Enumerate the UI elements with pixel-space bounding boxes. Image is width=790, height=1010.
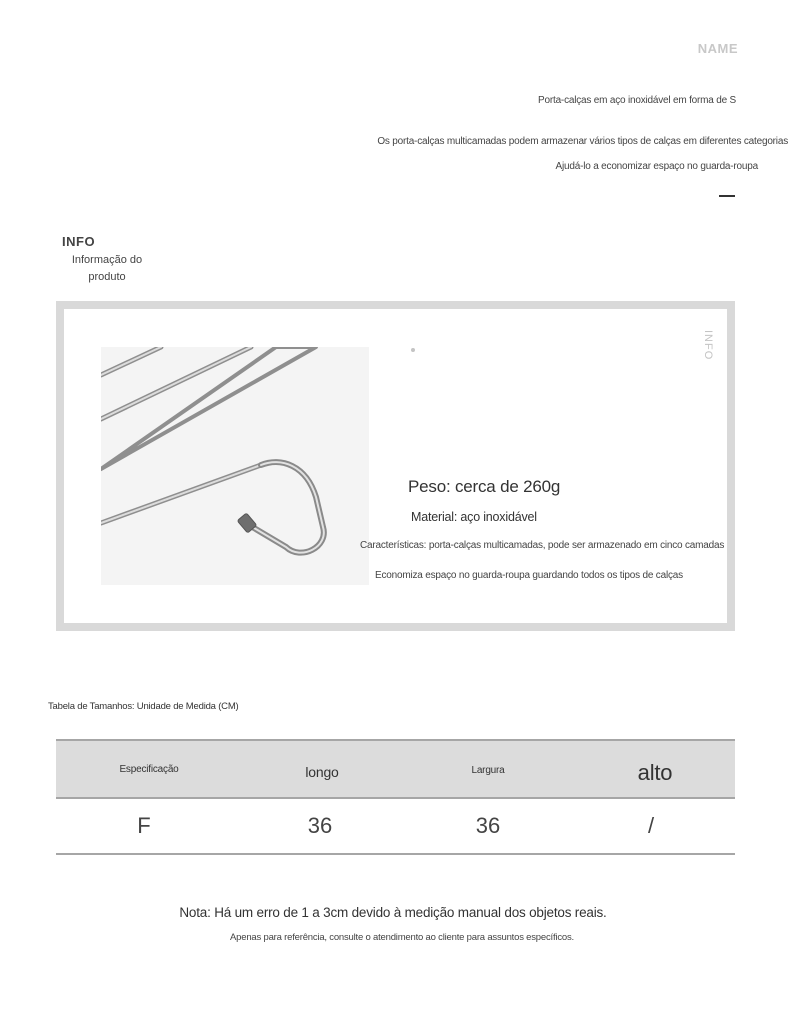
header-length: longo (305, 764, 339, 780)
size-table-caption: Tabela de Tamanhos: Unidade de Medida (CM) (48, 701, 239, 712)
size-table-header (56, 739, 735, 799)
product-photo (101, 347, 369, 585)
table-row (56, 799, 735, 855)
measurement-note-sub: Apenas para referência, consulte o atendimento ao cliente para assuntos específicos. (230, 932, 574, 943)
header-width: Largura (471, 765, 505, 776)
product-weight: Peso: cerca de 260g (408, 477, 561, 496)
cell-height: / (647, 813, 655, 838)
product-space-saving: Economiza espaço no guarda-roupa guardando todos os tipos de calças (375, 570, 683, 581)
measurement-note: Nota: Há um erro de 1 a 3cm devido à medição manual dos objetos reais. (179, 905, 607, 920)
info-subtitle: Informação do produto (71, 254, 143, 283)
header-height: alto (637, 760, 673, 785)
info-heading: INFO (62, 234, 96, 249)
product-title: Porta-calças em aço inoxidável em forma de S (538, 95, 736, 106)
product-features: Características: porta-calças multicamadas, pode ser armazenado em cinco camadas (360, 540, 725, 551)
product-material: Material: aço inoxidável (411, 510, 537, 524)
hanger-illustration (101, 347, 369, 585)
cell-spec: F (137, 813, 151, 838)
name-label: NAME (697, 41, 738, 56)
vertical-info-label: INFO (702, 330, 714, 361)
header-spec: Especificação (119, 764, 179, 775)
size-table (56, 739, 735, 855)
cell-length: 36 (307, 813, 333, 838)
cell-width: 36 (475, 813, 501, 838)
product-benefit-line: Ajudá-lo a economizar espaço no guarda-roupa (555, 161, 758, 172)
product-description-line: Os porta-calças multicamadas podem armazenar vários tipos de calças em diferentes categorias (377, 136, 788, 147)
decorative-dot (411, 348, 415, 352)
header-divider (719, 195, 735, 197)
